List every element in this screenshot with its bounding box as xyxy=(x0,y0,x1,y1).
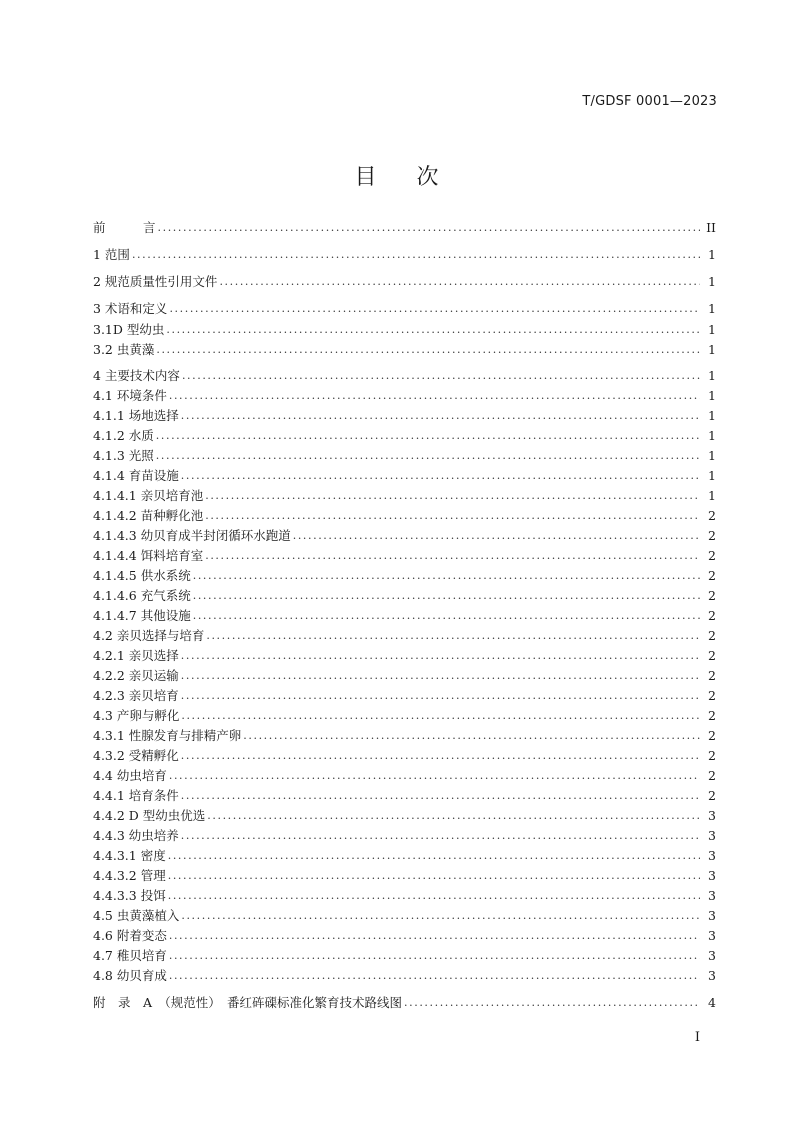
toc-entry-label: 4.1.3 光照 xyxy=(93,448,154,463)
toc-entry-page: 3 xyxy=(708,968,716,983)
toc-entry[interactable] xyxy=(93,906,716,926)
toc-dot-leader xyxy=(181,826,700,846)
toc-entry-label: 4.1.4.1 亲贝培育池 xyxy=(93,488,204,503)
toc-entry-page: 2 xyxy=(708,588,716,603)
toc-title xyxy=(0,160,793,191)
toc-entry-page: 1 xyxy=(708,408,716,423)
toc-entry-label: 1 范围 xyxy=(93,247,130,262)
toc-entry[interactable] xyxy=(93,586,716,606)
toc-entry-label: 3 术语和定义 xyxy=(93,301,168,316)
toc-entry[interactable] xyxy=(93,686,716,706)
toc-dot-leader xyxy=(156,340,700,360)
toc-entry-label: 4.1 环境条件 xyxy=(93,388,167,403)
toc-entry[interactable] xyxy=(93,272,716,292)
toc-entry-page: 2 xyxy=(708,688,716,703)
toc-dot-leader xyxy=(181,686,700,706)
toc-entry[interactable] xyxy=(93,606,716,626)
toc-entry-label: 4.4 幼虫培育 xyxy=(93,768,167,783)
toc-entry-page: 2 xyxy=(708,728,716,743)
toc-entry-page: 3 xyxy=(708,868,716,883)
toc-entry-label: 4.1.4.5 供水系统 xyxy=(93,568,191,583)
toc-entry[interactable] xyxy=(93,366,716,386)
toc-entry[interactable] xyxy=(93,726,716,746)
toc-entry[interactable] xyxy=(93,320,716,340)
toc-dot-leader xyxy=(156,446,700,466)
toc-entry[interactable] xyxy=(93,466,716,486)
toc-entry[interactable] xyxy=(93,506,716,526)
document-code: T/GDSF 0001—2023 xyxy=(582,94,717,109)
toc-dot-leader xyxy=(169,926,700,946)
toc-entry-label: 4.6 附着变态 xyxy=(93,928,167,943)
toc-dot-leader xyxy=(182,366,700,386)
toc-dot-leader xyxy=(181,746,700,766)
toc-entry-page: 2 xyxy=(708,528,716,543)
toc-dot-leader xyxy=(205,546,700,566)
toc-dot-leader xyxy=(206,626,700,646)
toc-entry-label: 3.1D 型幼虫 xyxy=(93,322,165,337)
toc-entry-page: 1 xyxy=(708,388,716,403)
toc-entry-page: 2 xyxy=(708,568,716,583)
toc-entry-page: 1 xyxy=(708,322,716,337)
toc-entry-page: 1 xyxy=(708,468,716,483)
toc-dot-leader xyxy=(158,218,700,238)
toc-entry[interactable] xyxy=(93,886,716,906)
toc-entry-page: 1 xyxy=(708,428,716,443)
toc-dot-leader xyxy=(169,966,700,986)
toc-entry-page: 2 xyxy=(708,708,716,723)
toc-entry-label: 4.2 亲贝选择与培育 xyxy=(93,628,205,643)
toc-entry-label: 附 录 A （规范性） 番红砗磲标准化繁育技术路线图 xyxy=(93,995,403,1010)
toc-dot-leader xyxy=(193,566,700,586)
toc-dot-leader xyxy=(205,486,700,506)
toc-entry-label: 4.2.2 亲贝运输 xyxy=(93,668,179,683)
toc-entry-page: 2 xyxy=(708,668,716,683)
toc-entry-page: 2 xyxy=(708,508,716,523)
toc-entry-label: 4.1.4.4 饵料培育室 xyxy=(93,548,204,563)
toc-entry-page: 1 xyxy=(708,247,716,262)
toc-entry-label: 4.4.2 D 型幼虫优选 xyxy=(93,808,206,823)
toc-dot-leader xyxy=(169,946,700,966)
toc-entry[interactable] xyxy=(93,786,716,806)
toc-entry-label: 4.2.1 亲贝选择 xyxy=(93,648,179,663)
toc-entry-label: 4.3.1 性腺发育与排精产卵 xyxy=(93,728,242,743)
toc-entry[interactable] xyxy=(93,546,716,566)
toc-entry-page: 1 xyxy=(708,448,716,463)
toc-dot-leader xyxy=(181,646,700,666)
toc-entry-page: 1 xyxy=(708,301,716,316)
toc-entry-page: 3 xyxy=(708,908,716,923)
toc-entry-page: 1 xyxy=(708,342,716,357)
toc-entry-page: 2 xyxy=(708,788,716,803)
toc-entry[interactable] xyxy=(93,299,716,319)
toc-entry-page: 3 xyxy=(708,888,716,903)
toc-entry-label: 4.4.3.1 密度 xyxy=(93,848,166,863)
toc-entry-label: 4.4.3.2 管理 xyxy=(93,868,166,883)
toc-entry-label: 4.4.3 幼虫培养 xyxy=(93,828,179,843)
toc-entry-label: 4.1.4 育苗设施 xyxy=(93,468,179,483)
toc-entry-label: 4.7 稚贝培育 xyxy=(93,948,167,963)
toc-entry[interactable] xyxy=(93,926,716,946)
toc-entry-page: 1 xyxy=(708,368,716,383)
toc-entry-page: 3 xyxy=(708,828,716,843)
toc-entry[interactable] xyxy=(93,846,716,866)
toc-dot-leader xyxy=(166,320,700,340)
toc-entry-label: 4 主要技术内容 xyxy=(93,368,180,383)
toc-entry[interactable] xyxy=(93,245,716,265)
toc-entry-label: 4.2.3 亲贝培育 xyxy=(93,688,179,703)
toc-entry[interactable] xyxy=(93,866,716,886)
toc-dot-leader xyxy=(168,866,700,886)
toc-entry-label: 4.8 幼贝育成 xyxy=(93,968,167,983)
toc-dot-leader xyxy=(193,606,700,626)
toc-entry-page: 2 xyxy=(708,648,716,663)
toc-entry-page: 3 xyxy=(708,948,716,963)
toc-entry-label: 4.4.1 培育条件 xyxy=(93,788,179,803)
toc-entry-label: 2 规范质量性引用文件 xyxy=(93,274,218,289)
toc-entry[interactable] xyxy=(93,826,716,846)
toc-dot-leader xyxy=(168,886,700,906)
toc-dot-leader xyxy=(181,906,700,926)
toc-dot-leader xyxy=(132,245,700,265)
toc-entry[interactable] xyxy=(93,646,716,666)
toc-entry-page: 2 xyxy=(708,748,716,763)
toc-entry[interactable] xyxy=(93,666,716,686)
toc-entry-label: 4.1.2 水质 xyxy=(93,428,154,443)
toc-entry-label: 4.1.1 场地选择 xyxy=(93,408,179,423)
toc-entry[interactable] xyxy=(93,426,716,446)
toc-dot-leader xyxy=(219,272,700,292)
toc-entry[interactable] xyxy=(93,766,716,786)
toc-dot-leader xyxy=(293,526,700,546)
toc-entry[interactable] xyxy=(93,566,716,586)
toc-dot-leader xyxy=(169,766,700,786)
toc-entry[interactable] xyxy=(93,806,716,826)
toc-entry-page: II xyxy=(706,220,716,235)
toc-entry[interactable] xyxy=(93,946,716,966)
toc-dot-leader xyxy=(181,786,700,806)
toc-dot-leader xyxy=(207,806,700,826)
toc-entry-page: 2 xyxy=(708,628,716,643)
toc-entry[interactable] xyxy=(93,486,716,506)
toc-entry-label: 4.1.4.3 幼贝育成半封闭循环水跑道 xyxy=(93,528,291,543)
toc-dot-leader xyxy=(404,993,700,1013)
toc-entry-label: 4.1.4.7 其他设施 xyxy=(93,608,191,623)
toc-title-char-2: 次 xyxy=(416,165,439,190)
toc-entry[interactable] xyxy=(93,966,716,986)
toc-dot-leader xyxy=(181,466,700,486)
toc-dot-leader xyxy=(181,406,700,426)
toc-entry[interactable] xyxy=(93,406,716,426)
toc-entry-label: 4.1.4.2 苗种孵化池 xyxy=(93,508,204,523)
toc-entry[interactable] xyxy=(93,218,716,238)
toc-entry-page: 3 xyxy=(708,928,716,943)
toc-entry[interactable] xyxy=(93,993,716,1013)
toc-title-char-1: 目 xyxy=(354,165,377,190)
toc-entry-label: 前 言 xyxy=(93,220,156,235)
toc-entry-label: 4.3.2 受精孵化 xyxy=(93,748,179,763)
toc-entry-label: 3.2 虫黄藻 xyxy=(93,342,155,357)
toc-entry[interactable] xyxy=(93,626,716,646)
toc-entry-page: 2 xyxy=(708,768,716,783)
toc-dot-leader xyxy=(181,666,700,686)
toc-entry[interactable] xyxy=(93,526,716,546)
toc-entry[interactable] xyxy=(93,706,716,726)
toc-entry-page: 2 xyxy=(708,608,716,623)
toc-entry-page: 4 xyxy=(708,995,716,1010)
toc-dot-leader xyxy=(156,426,700,446)
toc-entry[interactable] xyxy=(93,340,716,360)
toc-dot-leader xyxy=(168,846,700,866)
page-number: I xyxy=(694,1030,700,1045)
toc-entry-label: 4.1.4.6 充气系统 xyxy=(93,588,191,603)
toc-entry-label: 4.4.3.3 投饵 xyxy=(93,888,166,903)
toc-dot-leader xyxy=(243,726,700,746)
toc-dot-leader xyxy=(205,506,700,526)
toc-entry-page: 1 xyxy=(708,488,716,503)
toc-entry[interactable] xyxy=(93,746,716,766)
toc-dot-leader xyxy=(169,299,700,319)
toc-entry[interactable] xyxy=(93,446,716,466)
toc-dot-leader xyxy=(169,386,700,406)
toc-entry-label: 4.5 虫黄藻植入 xyxy=(93,908,180,923)
toc-entry[interactable] xyxy=(93,386,716,406)
toc-entry-page: 3 xyxy=(708,808,716,823)
toc-entry-page: 3 xyxy=(708,848,716,863)
toc-entry-label: 4.3 产卵与孵化 xyxy=(93,708,180,723)
toc-entry-page: 2 xyxy=(708,548,716,563)
toc-dot-leader xyxy=(193,586,700,606)
toc-dot-leader xyxy=(181,706,700,726)
toc-entry-page: 1 xyxy=(708,274,716,289)
